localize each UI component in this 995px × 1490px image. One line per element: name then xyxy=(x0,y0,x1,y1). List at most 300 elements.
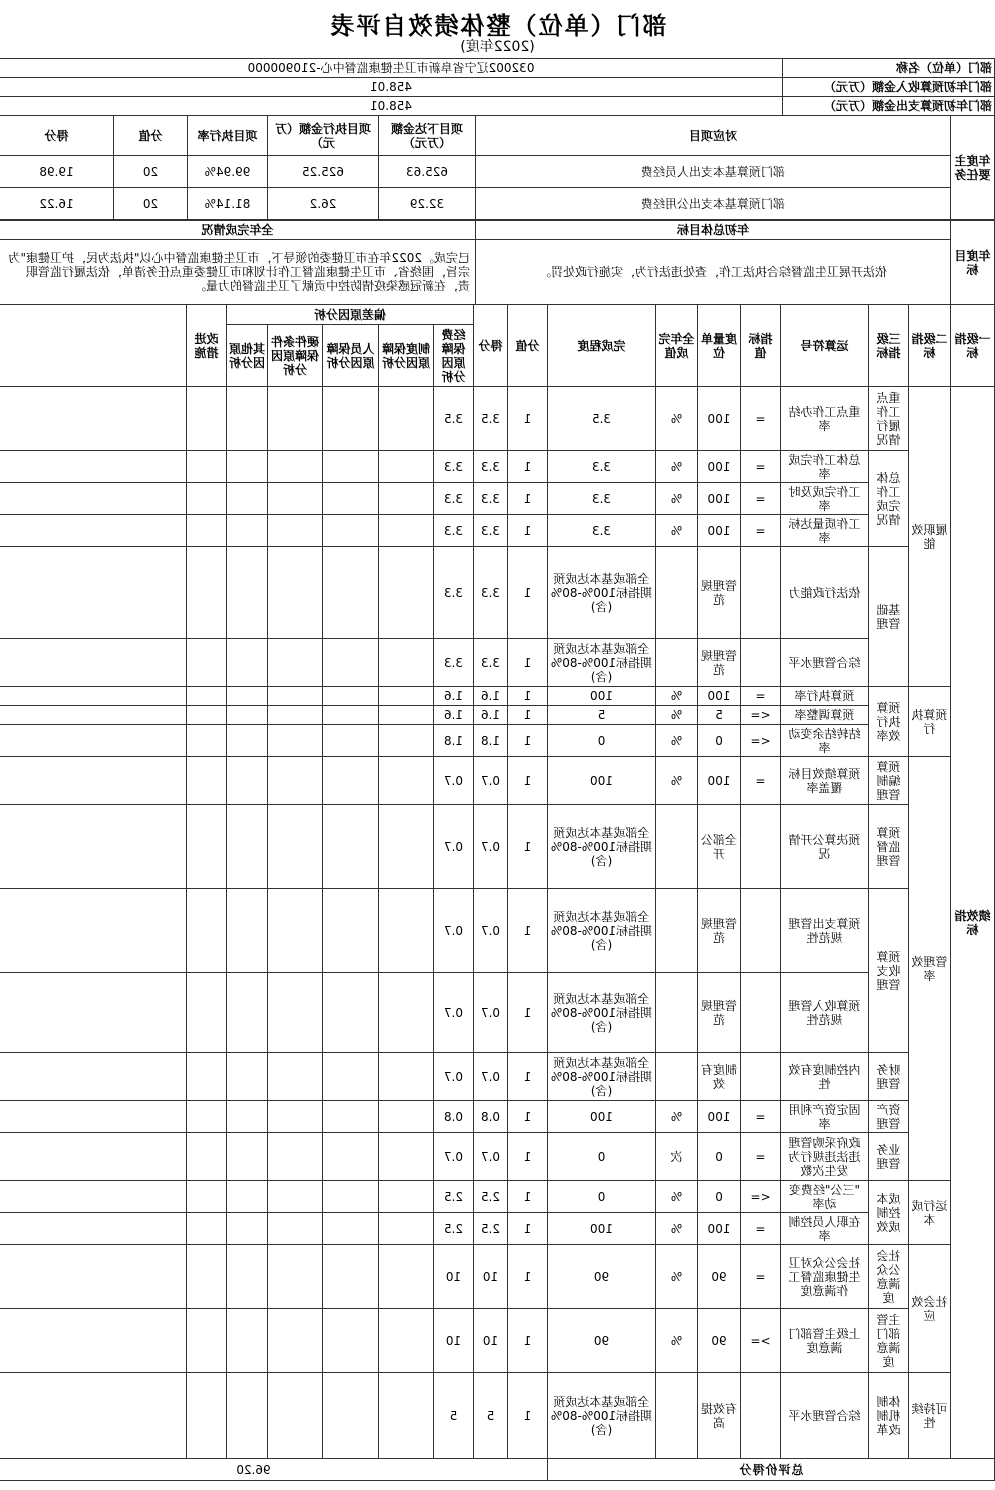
income-value: 458.01 xyxy=(0,78,783,97)
reason-cell xyxy=(323,515,379,547)
unit: % xyxy=(656,725,698,757)
reason-cell xyxy=(186,757,226,805)
year-subtitle: (2022年度) xyxy=(460,39,535,55)
issued-amount-col-header: 项目下达金额（万元） xyxy=(379,116,476,156)
reason-cell xyxy=(268,639,323,687)
system-reason-header: 制度保障原因分析 xyxy=(379,325,434,387)
l2-indicator: 社会公众满意度 xyxy=(869,1245,909,1309)
unit: % xyxy=(656,1309,698,1373)
l2-indicator: 资产管理 xyxy=(869,1101,909,1133)
improve-cell xyxy=(0,1053,186,1101)
reason-cell xyxy=(226,687,267,706)
reason-cell xyxy=(323,1245,379,1309)
reason-cell xyxy=(323,547,379,639)
dept-name-value: 032002辽宁省阜新市卫生健康监督中心-210900000 xyxy=(0,59,783,78)
completion: 1 xyxy=(508,1101,548,1133)
goal-table xyxy=(0,220,995,305)
reason-cell xyxy=(323,1213,379,1245)
indicator-row xyxy=(0,889,995,973)
reason-cell xyxy=(323,889,379,973)
reason-cell xyxy=(226,639,267,687)
indicator-table xyxy=(0,304,995,1481)
reason-cell xyxy=(186,451,226,483)
score-value: 0.8 xyxy=(474,1101,508,1133)
indicator-row xyxy=(0,1053,995,1101)
operator xyxy=(741,805,781,889)
actual-col-header: 全年完成值 xyxy=(656,305,698,387)
reason-cell xyxy=(379,1053,434,1101)
hardware-reason-header: 硬件条件保障原因分析 xyxy=(268,325,323,387)
l2-indicator: 预算监督管理 xyxy=(869,805,909,889)
improve-cell xyxy=(0,1181,186,1213)
reason-cell xyxy=(226,1309,267,1373)
reason-cell xyxy=(186,1053,226,1101)
reason-cell xyxy=(186,1373,226,1459)
l2-indicator: 总体工作完成情况 xyxy=(869,451,909,547)
unit: % xyxy=(656,387,698,451)
actual-value: 全部或基本达成预期指标100%-80%(含) xyxy=(548,805,656,889)
l2-indicator: 预算执行效率 xyxy=(869,687,909,757)
score-value: 10 xyxy=(474,1309,508,1373)
l3-indicator: "三公"经费变动率 xyxy=(781,1181,869,1213)
task-executed: 625.25 xyxy=(268,156,379,188)
score: 3.3 xyxy=(434,483,474,515)
reason-cell xyxy=(226,1245,267,1309)
reason-cell xyxy=(226,973,267,1053)
unit xyxy=(656,1053,698,1101)
reason-cell xyxy=(268,687,323,706)
score-value: 3.5 xyxy=(474,387,508,451)
actual-value: 0 xyxy=(548,725,656,757)
indicator-row xyxy=(0,687,995,706)
operator xyxy=(741,547,781,639)
table-row xyxy=(0,188,995,220)
reason-cell xyxy=(268,515,323,547)
score-value: 0.7 xyxy=(474,889,508,973)
unit: % xyxy=(656,1213,698,1245)
score-col-header: 得分 xyxy=(474,305,508,387)
improve-cell xyxy=(0,973,186,1053)
reason-cell xyxy=(268,706,323,725)
score: 0.7 xyxy=(434,1133,474,1181)
improve-cell xyxy=(0,889,186,973)
improve-cell xyxy=(0,1133,186,1181)
task-project: 部门预算基本支出人员经费 xyxy=(476,156,951,188)
reason-cell xyxy=(268,1245,323,1309)
improve-col-header: 改进措施 xyxy=(186,305,226,387)
reason-cell xyxy=(268,757,323,805)
tasks-side-label: 年度主要任务 xyxy=(951,116,995,220)
unit: % xyxy=(656,451,698,483)
improve-cell xyxy=(0,483,186,515)
unit xyxy=(656,639,698,687)
score: 2.5 xyxy=(434,1213,474,1245)
task-score-value: 20 xyxy=(114,188,188,220)
operator: = xyxy=(741,451,781,483)
indicator-row xyxy=(0,451,995,483)
target-value: 100 xyxy=(698,515,741,547)
target-value: 100 xyxy=(698,687,741,706)
reason-cell xyxy=(186,1101,226,1133)
completion: 1 xyxy=(508,757,548,805)
completion: 1 xyxy=(508,1245,548,1309)
l3-indicator: 预算支出管理规范性 xyxy=(781,889,869,973)
l2-indicator: 预算收支管理 xyxy=(869,889,909,1053)
indicator-row xyxy=(0,547,995,639)
l3-indicator: 重点工作办结率 xyxy=(781,387,869,451)
score: 0.7 xyxy=(434,973,474,1053)
operator: <= xyxy=(741,706,781,725)
actual-value: 3.3 xyxy=(548,483,656,515)
l3-indicator: 预算绩效目标覆盖率 xyxy=(781,757,869,805)
unit: % xyxy=(656,515,698,547)
l1-indicator: 履职效能 xyxy=(909,387,951,687)
other-reason-header: 其他原因分析 xyxy=(226,325,267,387)
reason-cell xyxy=(323,725,379,757)
unit: % xyxy=(656,757,698,805)
completion: 1 xyxy=(508,1181,548,1213)
reason-cell xyxy=(186,889,226,973)
target-value: 100 xyxy=(698,1101,741,1133)
l3-indicator: 工作质量达标率 xyxy=(781,515,869,547)
indicator-row xyxy=(0,483,995,515)
score-value: 0.7 xyxy=(474,1133,508,1181)
unit: % xyxy=(656,687,698,706)
l3-indicator: 预算调整率 xyxy=(781,706,869,725)
improve-cell xyxy=(0,387,186,451)
reason-cell xyxy=(379,387,434,451)
indicator-row xyxy=(0,1101,995,1133)
reason-cell xyxy=(323,1133,379,1181)
reason-cell xyxy=(323,387,379,451)
reason-cell xyxy=(268,483,323,515)
score: 1.8 xyxy=(434,725,474,757)
reason-cell xyxy=(323,451,379,483)
operator: <= xyxy=(741,725,781,757)
unit xyxy=(656,973,698,1053)
l3-indicator: 上级主管部门满意度 xyxy=(781,1309,869,1373)
l1-indicator: 预算执行 xyxy=(909,687,951,757)
l3-indicator: 政府采购管理违法违规行为发生次数 xyxy=(781,1133,869,1181)
project-col-header: 对应项目 xyxy=(476,116,951,156)
score: 3.3 xyxy=(434,547,474,639)
completion: 1 xyxy=(508,805,548,889)
complete-text: 已完成。2022年在市卫健委的领导下，市卫生健康监督中心以"执法为民，护卫健康"为宗旨，围绕省、市卫生健康监督工作计划和市卫健委重点任务清单，依法履行监管职责，在新冠感染疫情防控中贡献了卫生监督的力量。 xyxy=(0,240,476,305)
actual-value: 90 xyxy=(548,1245,656,1309)
actual-value: 全部或基本达成预期指标100%-80%(含) xyxy=(548,1053,656,1101)
reason-cell xyxy=(379,889,434,973)
indicator-row xyxy=(0,639,995,687)
actual-value: 3.3 xyxy=(548,451,656,483)
target-text: 依法开展卫生监督综合执法工作，查处违法行为，实施行政处罚。 xyxy=(476,240,951,305)
operator xyxy=(741,1053,781,1101)
improve-cell xyxy=(0,1309,186,1373)
l1-col-header: 一级指标 xyxy=(951,305,995,387)
funding-reason-header: 经费保障原因分析 xyxy=(434,325,474,387)
completion: 1 xyxy=(508,706,548,725)
executed-amount-col-header: 项目执行金额（万元） xyxy=(268,116,379,156)
reason-cell xyxy=(379,451,434,483)
dept-name-label: 部门（单位）名称 xyxy=(783,59,995,78)
indicator-row xyxy=(0,1373,995,1459)
reason-cell xyxy=(323,1309,379,1373)
score-value: 10 xyxy=(474,1245,508,1309)
improve-cell xyxy=(0,1213,186,1245)
score: 3.3 xyxy=(434,451,474,483)
reason-cell xyxy=(379,515,434,547)
l2-col-header: 二级指标 xyxy=(909,305,951,387)
target-value: 90 xyxy=(698,1245,741,1309)
l2-indicator: 财务管理 xyxy=(869,1053,909,1101)
reason-cell xyxy=(226,757,267,805)
page-title: 部门（单位）整体绩效自评表 xyxy=(328,11,667,40)
reason-cell xyxy=(186,1213,226,1245)
exec-rate-col-header: 项目执行率 xyxy=(188,116,268,156)
reason-cell xyxy=(379,757,434,805)
target-header: 年初总体目标 xyxy=(476,221,951,240)
score: 2.5 xyxy=(434,1181,474,1213)
actual-value: 100 xyxy=(548,687,656,706)
l2-indicator: 主管部门满意度 xyxy=(869,1309,909,1373)
reason-cell xyxy=(323,973,379,1053)
score-value: 1.6 xyxy=(474,687,508,706)
completion: 1 xyxy=(508,483,548,515)
improve-cell xyxy=(0,451,186,483)
reason-cell xyxy=(186,483,226,515)
score: 3.3 xyxy=(434,639,474,687)
reason-cell xyxy=(379,973,434,1053)
unit: % xyxy=(656,1181,698,1213)
expense-label: 部门年初预算支出金额（万元） xyxy=(783,97,995,116)
reason-cell xyxy=(268,805,323,889)
reason-cell xyxy=(226,1373,267,1459)
indicator-row xyxy=(0,805,995,889)
unit xyxy=(656,889,698,973)
operator xyxy=(741,889,781,973)
l2-indicator: 重点工作履行情况 xyxy=(869,387,909,451)
operator: = xyxy=(741,1101,781,1133)
actual-value: 全部或基本达成预期指标100%-80%(含) xyxy=(548,1373,656,1459)
reason-cell xyxy=(226,1053,267,1101)
reason-cell xyxy=(226,483,267,515)
l3-indicator: 预算收入管理规范性 xyxy=(781,973,869,1053)
l3-indicator: 总体工作完成率 xyxy=(781,451,869,483)
score-value: 0.7 xyxy=(474,757,508,805)
target-value: 100 xyxy=(698,483,741,515)
target-value: 100 xyxy=(698,451,741,483)
reason-cell xyxy=(379,706,434,725)
score-value: 5 xyxy=(474,1373,508,1459)
completion: 1 xyxy=(508,1373,548,1459)
target-value: 制度有效 xyxy=(698,1053,741,1101)
reason-cell xyxy=(226,706,267,725)
reason-cell xyxy=(268,1181,323,1213)
actual-value: 0 xyxy=(548,1133,656,1181)
reason-cell xyxy=(323,687,379,706)
score-value: 0.7 xyxy=(474,1053,508,1101)
completion: 1 xyxy=(508,1053,548,1101)
reason-cell xyxy=(379,1133,434,1181)
score-value: 3.3 xyxy=(474,451,508,483)
operator-col-header: 运算符号 xyxy=(781,305,869,387)
improve-cell xyxy=(0,725,186,757)
indicator-row xyxy=(0,387,995,451)
improve-cell xyxy=(0,687,186,706)
reason-cell xyxy=(186,687,226,706)
target-value: 0 xyxy=(698,1181,741,1213)
target-value: 全部公开 xyxy=(698,805,741,889)
l3-indicator: 在职人员控制率 xyxy=(781,1213,869,1245)
actual-value: 全部或基本达成预期指标100%-80%(含) xyxy=(548,547,656,639)
indicator-row xyxy=(0,706,995,725)
l3-indicator: 预算执行率 xyxy=(781,687,869,706)
staff-reason-header: 人员保障原因分析 xyxy=(323,325,379,387)
score-value: 2.5 xyxy=(474,1213,508,1245)
operator: = xyxy=(741,1213,781,1245)
improve-cell xyxy=(0,639,186,687)
l3-indicator: 社会公众对卫生健康监督工作满意度 xyxy=(781,1245,869,1309)
l2-indicator: 基础管理 xyxy=(869,547,909,687)
completion: 1 xyxy=(508,451,548,483)
reason-cell xyxy=(186,547,226,639)
completion: 1 xyxy=(508,1133,548,1181)
reason-cell xyxy=(323,706,379,725)
operator: = xyxy=(741,1245,781,1309)
reason-cell xyxy=(379,1245,434,1309)
reason-cell xyxy=(268,1053,323,1101)
score: 10 xyxy=(434,1245,474,1309)
l3-indicator: 工作完成及时率 xyxy=(781,483,869,515)
target-value: 5 xyxy=(698,706,741,725)
completion: 1 xyxy=(508,387,548,451)
reason-cell xyxy=(323,1053,379,1101)
reason-cell xyxy=(226,1133,267,1181)
operator: = xyxy=(741,757,781,805)
l3-col-header: 三级指标 xyxy=(869,305,909,387)
l1-indicator: 可持续性 xyxy=(909,1373,951,1459)
score-value: 0.7 xyxy=(474,973,508,1053)
score: 0.7 xyxy=(434,889,474,973)
actual-value: 100 xyxy=(548,1101,656,1133)
l3-indicator: 结转结余变动率 xyxy=(781,725,869,757)
operator: = xyxy=(741,515,781,547)
reason-cell xyxy=(268,889,323,973)
score-value: 3.3 xyxy=(474,547,508,639)
operator: <= xyxy=(741,1181,781,1213)
reason-cell xyxy=(226,1181,267,1213)
reason-cell xyxy=(268,451,323,483)
operator: = xyxy=(741,483,781,515)
target-value: 100 xyxy=(698,387,741,451)
deviation-header: 偏差原因分析 xyxy=(226,305,473,325)
l3-indicator: 综合管理水平 xyxy=(781,639,869,687)
score-value-col-header: 分值 xyxy=(508,305,548,387)
reason-cell xyxy=(323,1101,379,1133)
reason-cell xyxy=(323,1181,379,1213)
actual-value: 全部或基本达成预期指标100%-80%(含) xyxy=(548,639,656,687)
score-col-header: 得分 xyxy=(0,116,114,156)
unit-col-header: 度量单位 xyxy=(698,305,741,387)
operator xyxy=(741,639,781,687)
task-issued: 625.63 xyxy=(379,156,476,188)
score-value: 1.8 xyxy=(474,725,508,757)
actual-value: 全部或基本达成预期指标100%-80%(含) xyxy=(548,973,656,1053)
actual-value: 5 xyxy=(548,706,656,725)
completion: 1 xyxy=(508,547,548,639)
completion: 1 xyxy=(508,973,548,1053)
reason-cell xyxy=(268,1373,323,1459)
reason-cell xyxy=(323,639,379,687)
score-value: 2.5 xyxy=(474,1181,508,1213)
reason-cell xyxy=(323,757,379,805)
score-value: 3.3 xyxy=(474,639,508,687)
reason-cell xyxy=(268,547,323,639)
reason-cell xyxy=(323,1373,379,1459)
completion: 1 xyxy=(508,1309,548,1373)
indicator-row xyxy=(0,1133,995,1181)
operator: >= xyxy=(741,1309,781,1373)
actual-value: 100 xyxy=(548,1213,656,1245)
l2-indicator: 体制机制改革 xyxy=(869,1373,909,1459)
operator: = xyxy=(741,1133,781,1181)
task-project: 部门预算基本支出公用经费 xyxy=(476,188,951,220)
l1-indicator: 运行成本 xyxy=(909,1181,951,1245)
reason-cell xyxy=(186,725,226,757)
improve-cell xyxy=(0,547,186,639)
completion: 1 xyxy=(508,687,548,706)
score: 5 xyxy=(434,1373,474,1459)
l1-indicator: 管理效率 xyxy=(909,757,951,1181)
reason-cell xyxy=(186,973,226,1053)
complete-header: 全年完成情况 xyxy=(0,221,476,240)
reason-cell xyxy=(186,1245,226,1309)
score: 3.5 xyxy=(434,387,474,451)
target-value: 90 xyxy=(698,1309,741,1373)
operator xyxy=(741,1373,781,1459)
operator xyxy=(741,973,781,1053)
target-value: 管理规范 xyxy=(698,889,741,973)
reason-cell xyxy=(268,1133,323,1181)
indicator-row xyxy=(0,1245,995,1309)
reason-cell xyxy=(323,483,379,515)
target-value: 管理规范 xyxy=(698,639,741,687)
operator: = xyxy=(741,687,781,706)
reason-cell xyxy=(226,889,267,973)
actual-value: 100 xyxy=(548,757,656,805)
score-value: 0.7 xyxy=(474,805,508,889)
tasks-table xyxy=(0,115,995,220)
score: 0.7 xyxy=(434,805,474,889)
indicator-row xyxy=(0,1181,995,1213)
unit: 次 xyxy=(656,1133,698,1181)
score: 1.6 xyxy=(434,706,474,725)
score: 0.8 xyxy=(434,1101,474,1133)
target-value: 0 xyxy=(698,1133,741,1181)
score-value-col-header: 分值 xyxy=(114,116,188,156)
reason-cell xyxy=(379,805,434,889)
completion-col-header: 完成程度 xyxy=(548,305,656,387)
unit: % xyxy=(656,483,698,515)
improve-cell xyxy=(0,1245,186,1309)
reason-cell xyxy=(268,725,323,757)
actual-value: 3.3 xyxy=(548,515,656,547)
reason-cell xyxy=(226,1213,267,1245)
unit: % xyxy=(656,706,698,725)
actual-value: 0 xyxy=(548,1181,656,1213)
improve-cell xyxy=(0,1101,186,1133)
improve-cell xyxy=(0,757,186,805)
target-value: 100 xyxy=(698,1213,741,1245)
